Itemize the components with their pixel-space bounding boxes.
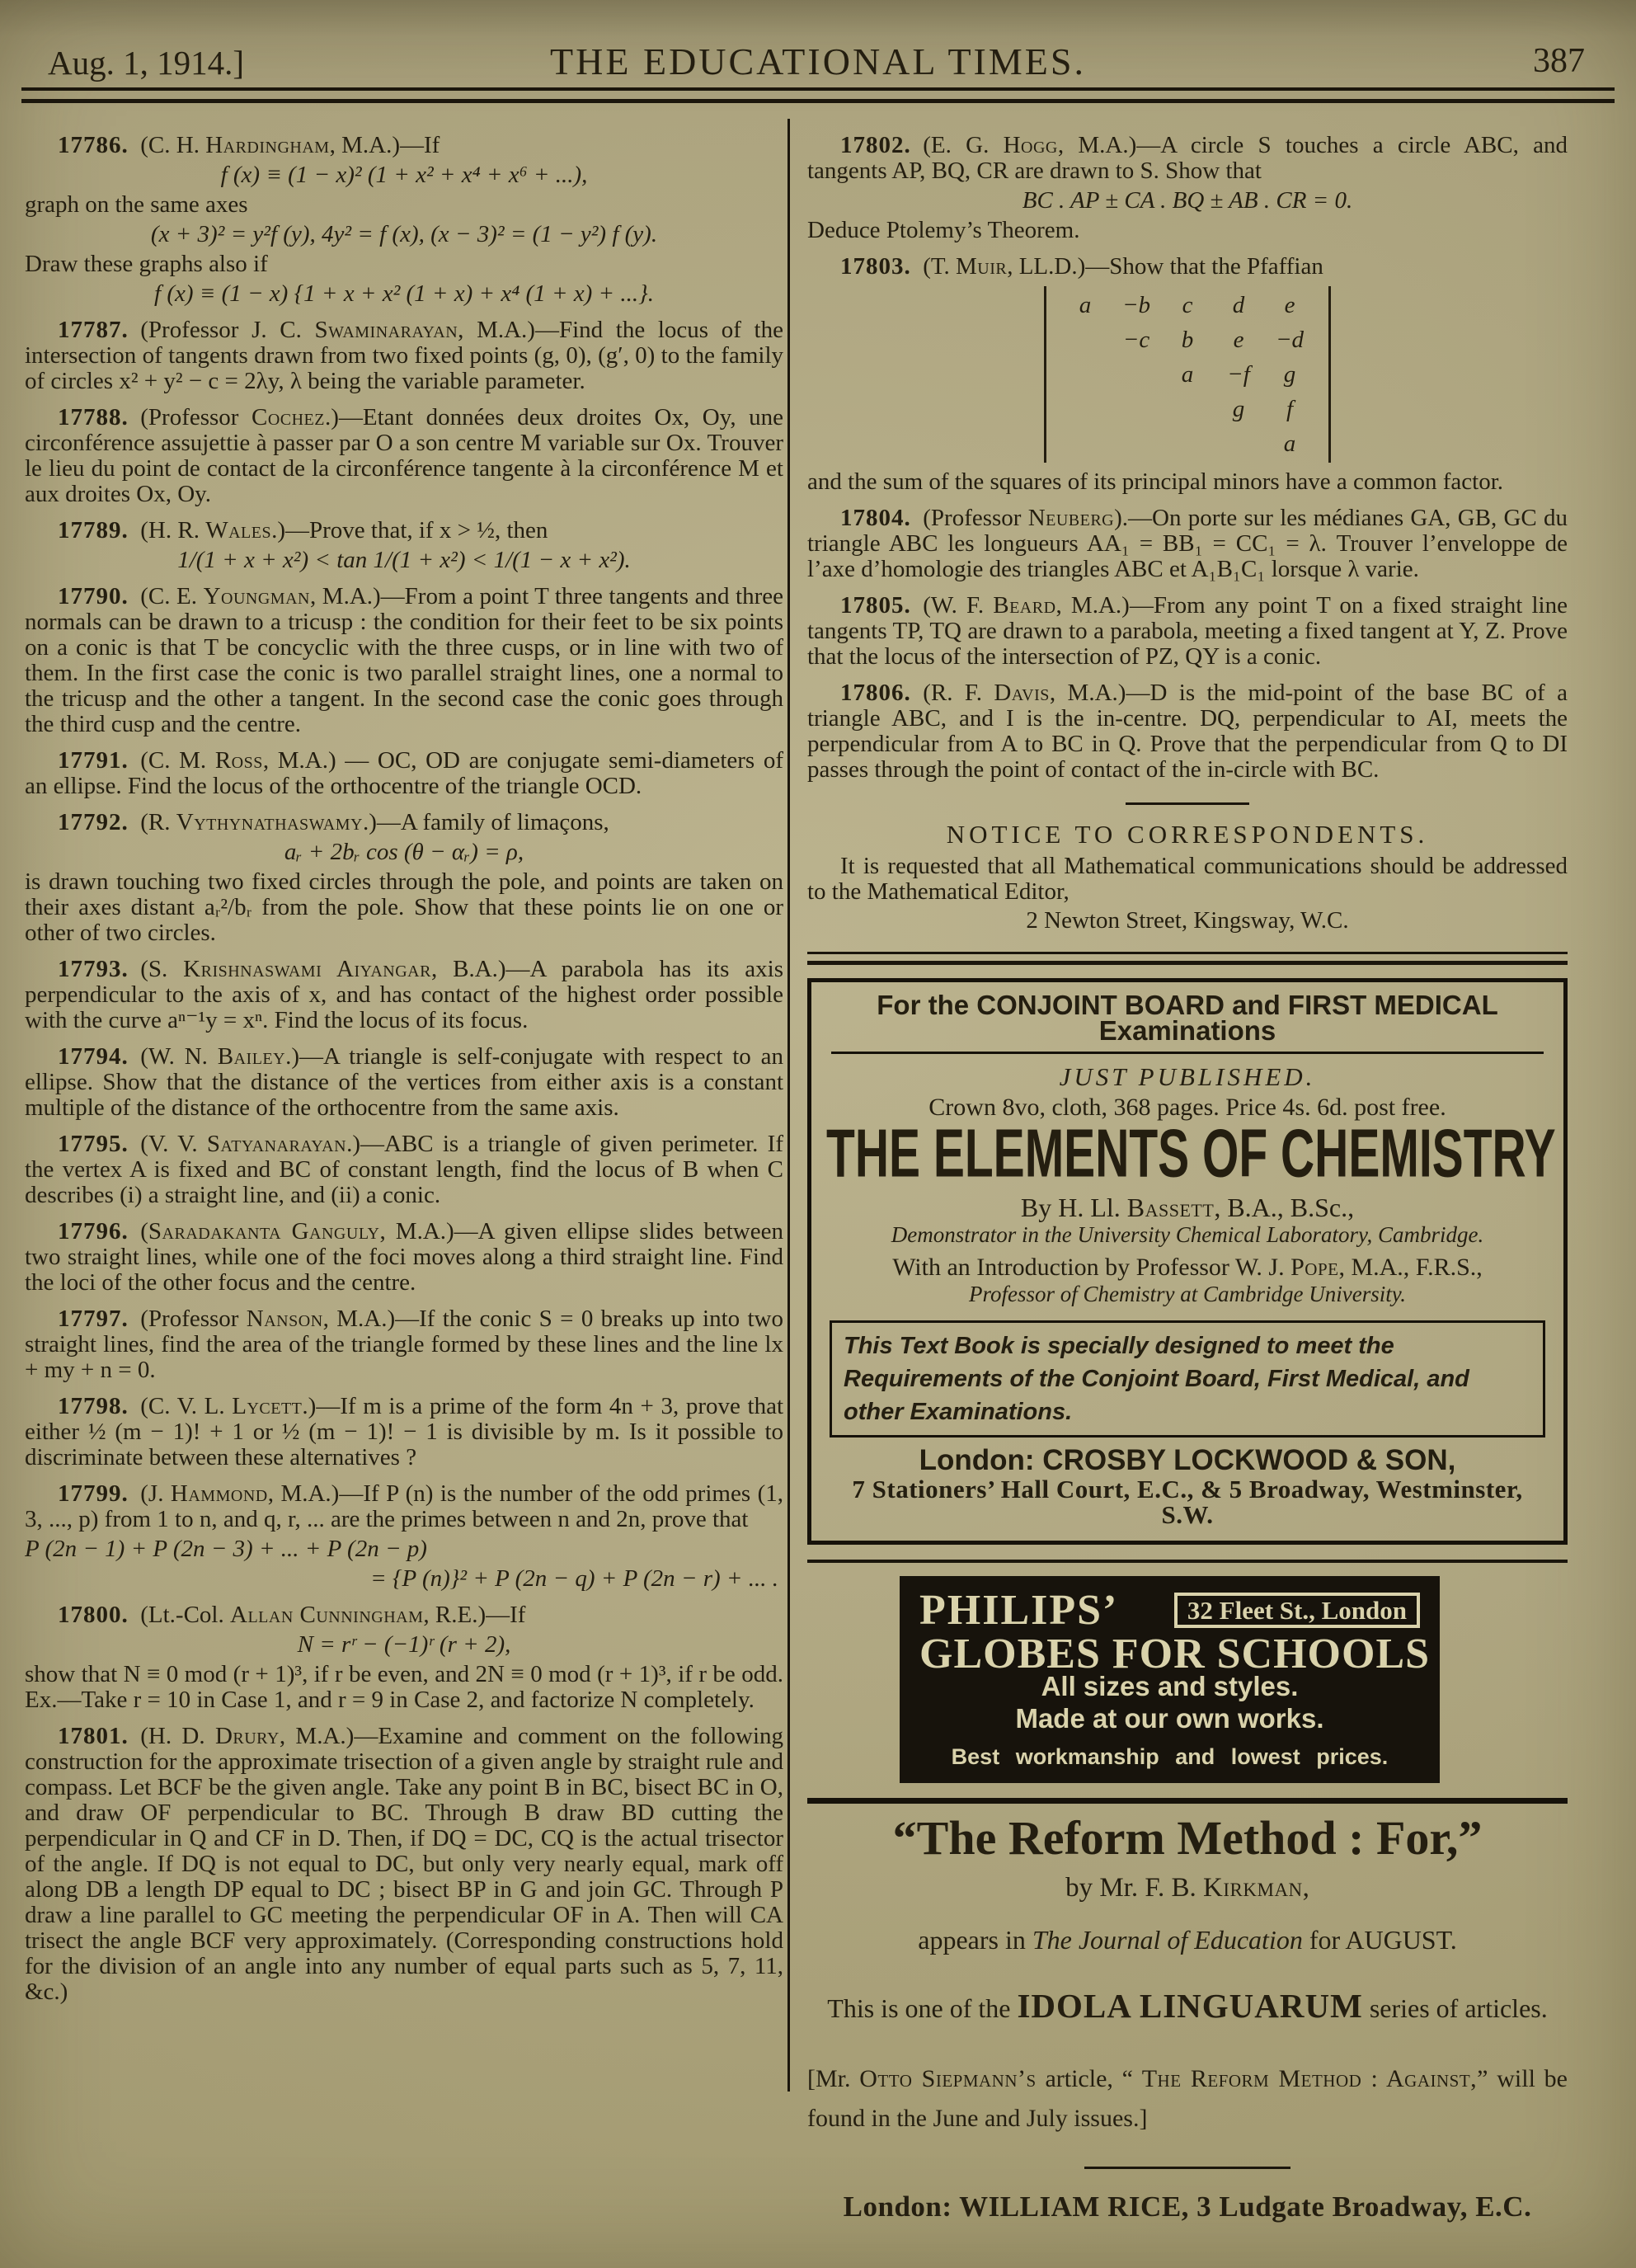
problem-17806 (807, 680, 1568, 783)
problem-head-text: (C. E. (140, 583, 204, 609)
problem-number: 17790. (58, 583, 129, 609)
problem-17793 (25, 957, 783, 1033)
reform-publisher: London: WILLIAM RICE, 3 Ludgate Broadway, E.C. (843, 2190, 1532, 2223)
problem-author-name: Hammond (170, 1480, 268, 1507)
problem-head-text: (Lt.-Col. (140, 1602, 230, 1628)
pfaffian-matrix (807, 286, 1568, 463)
problem-head-text: , M.A.)—A circle S touches a circle ABC, and tangents AP, BQ, CR are drawn to S. Show that (807, 132, 1568, 184)
notice-to-correspondents (807, 821, 1568, 934)
matrix-cell: e (1233, 327, 1244, 353)
reform-divider-rule (1084, 2167, 1290, 2169)
problem-formula: (x + 3)² = y²f (y), 4y² = f (x), (x − 3)² = (1 − y²) f (y). (150, 221, 658, 247)
problem-number: 17800. (58, 1602, 129, 1628)
problem-head-text: (J. (140, 1480, 171, 1507)
ad-chem-author-name: Bassett (1126, 1193, 1215, 1222)
ad-chem-banner: For the CONJOINT BOARD and FIRST MEDICAL Examinations (877, 990, 1498, 1046)
reform-byline-post: , (1302, 1873, 1309, 1903)
problem-head-text: (S. (140, 956, 184, 982)
column-divider-rule (787, 119, 790, 2092)
notice-body: It is requested that all Mathematical communications should be addressed to the Mathematical Editor, (807, 853, 1568, 905)
matrix-cell: −c (1122, 327, 1150, 353)
problem-head (25, 1602, 783, 1628)
ad-philips-brand: PHILIPS’ (919, 1587, 1119, 1634)
problem-head-text: (R. F. (923, 680, 994, 706)
reform-title: “The Reform Method : For,” (892, 1811, 1483, 1865)
problem-text: Draw these graphs also if (25, 251, 268, 277)
problem-head (25, 518, 783, 543)
problem-author-name: Drury (214, 1723, 280, 1749)
problem-number: 17802. (840, 132, 911, 158)
problem-author-name: Hardingham (205, 132, 330, 158)
ad-philips-address-badge: 32 Fleet St., London (1174, 1593, 1420, 1628)
problem-17789 (25, 518, 783, 573)
notice-heading: NOTICE TO CORRESPONDENTS. (946, 820, 1429, 849)
problem-text: and the sum of the squares of its principal minors have a common factor. (807, 468, 1504, 495)
ad-reform-method (807, 1811, 1568, 2223)
problem-head-text: , M.A.)—A given ellipse slides between two straight lines, while one of the foci moves along a third straight line. Find the loci of the other focus and the centre. (25, 1218, 783, 1296)
page-title: THE EDUCATIONAL TIMES. (550, 40, 1086, 82)
problem-head-text: (R. (140, 809, 176, 835)
problem-head (25, 1481, 783, 1532)
ad-chem-publisher-address: 7 Stationers’ Hall Court, E.C., & 5 Broadway, Westminster, S.W. (852, 1475, 1523, 1529)
problem-number: 17798. (58, 1393, 129, 1419)
problem-number: 17801. (58, 1723, 129, 1749)
problem-author-name: Neuberg (1027, 505, 1115, 531)
between-ads-rule (807, 1560, 1568, 1563)
problem-formula: aᵣ + 2bᵣ cos (θ − αᵣ) = ρ, (284, 839, 524, 865)
problem-text: show that N ≡ 0 mod (r + 1)³, if r be even, and 2N ≡ 0 mod (r + 1)³, if r be odd. Ex.—Take r = 10 in Case 1, and r = 9 in Case 2, and factorize N completely. (25, 1661, 783, 1713)
notice-address: 2 Newton Street, Kingsway, W.C. (1026, 907, 1349, 934)
ad-chem-just-published: JUST PUBLISHED. (1059, 1062, 1316, 1091)
problem-author-name: Cochez (251, 404, 325, 431)
header-date: Aug. 1, 1914.] (48, 44, 245, 82)
problem-author-name: Muir (955, 253, 1008, 280)
reform-series-name: IDOLA LINGUARUM (1017, 1987, 1363, 2025)
ad-chem-book-title: THE ELEMENTS OF CHEMISTRY (826, 1115, 1556, 1193)
problem-author-name: Vythynathaswamy (176, 809, 363, 835)
ad-chem-author-line (826, 1195, 1549, 1221)
problem-author-name: Wales (205, 517, 272, 543)
matrix-cell: e (1284, 292, 1295, 318)
problem-formula: 1/(1 + x + x²) < tan 1/(1 + x²) < 1/(1 − x + x²). (177, 547, 631, 573)
problem-number: 17788. (58, 404, 129, 431)
ad-chem-intro-name: Pope (1290, 1254, 1339, 1281)
problem-head (25, 318, 783, 394)
problem-author-name: Krishnaswami Aiyangar (183, 956, 431, 982)
problem-author-name: Lycett (232, 1393, 303, 1419)
problem-head (807, 680, 1568, 783)
reform-byline (807, 1875, 1568, 1901)
reform-journal-name: The Journal of Education (1032, 1925, 1303, 1955)
problem-head-text: , M.A.)—From a point T three tangents and three normals can be drawn to a tricusp : the condition for their feet to be six points on a conic is that T be concyclic with the three cusps, or in line with two of them. In the first case the conic is two parallel straight lines, one a normal to the tricusp and the other a tangent. In the second case the conic goes through the third cusp and the centre. (25, 583, 783, 737)
problem-head (807, 506, 1568, 582)
problem-author-name: Nanson (246, 1306, 323, 1332)
ad-chem-author-post: , B.A., B.Sc., (1214, 1193, 1355, 1222)
header-double-rule (21, 87, 1615, 103)
matrix-cell: a (1283, 431, 1296, 457)
matrix-cell: −d (1275, 327, 1305, 353)
problem-head-text: .)—If m is a prime of the form 4n + 3, prove that either ½ (m − 1)! + 1 or ½ (m − 1)! − 1 is divisible by m. Is it possible to discriminate between these alternatives ? (25, 1393, 783, 1470)
reform-top-rule (807, 1798, 1568, 1804)
problem-17796 (25, 1219, 783, 1296)
problem-head-text: , M.A.) — OC, OD are conjugate semi-diameters of an ellipse. Find the locus of the orthocentre of the triangle OCD. (25, 747, 783, 799)
section-end-rule (1126, 802, 1249, 805)
matrix-cell: −f (1227, 361, 1250, 388)
reform-appears-post: for AUGUST. (1302, 1925, 1457, 1955)
problem-17787 (25, 318, 783, 394)
problem-author-name: Satyanarayan (206, 1131, 347, 1157)
problem-head (25, 405, 783, 507)
page-number: 387 (1533, 42, 1585, 80)
problem-author-name: Saradakanta Ganguly (148, 1218, 380, 1245)
ad-chem-intro-role: Professor of Chemistry at Cambridge University. (969, 1282, 1406, 1306)
ad-chem-author-role: Demonstrator in the University Chemical Laboratory, Cambridge. (891, 1222, 1484, 1247)
problem-head-text: (W. N. (140, 1043, 218, 1070)
problem-head-text: , M.A.)—Find the locus of the intersection of tangents drawn from two fixed points (g, 0), (g′, 0) to the family of circles x² + y² − c = 2λy, λ being the variable parameter. (25, 317, 783, 394)
problem-head-text: .)—ABC is a triangle of given perimeter. If the vertex A is fixed and BC of constant length, find the locus of B when C describes (i) a straight line, and (ii) a conic. (25, 1131, 783, 1208)
ad-chem-intro-post: , M.A., F.R.S., (1338, 1254, 1483, 1281)
matrix-cell: −b (1121, 292, 1151, 318)
ad-chem-publisher: London: CROSBY LOCKWOOD & SON, (919, 1444, 1456, 1476)
problem-head-text: , M.A.)—D is the mid-point of the base BC of a triangle ABC, and I is the in-centre. DQ, perpendicular to AI, meets the perpendicular from A to BC in Q. Prove that the perpendicular from Q to DI passes through the point of contact of the in-circle with BC. (807, 680, 1568, 783)
ad-chem-spec: Crown 8vo, cloth, 368 pages. Price 4s. 6d. post free. (928, 1094, 1446, 1121)
problem-17803 (807, 254, 1568, 495)
problem-number: 17805. (840, 592, 911, 619)
problem-number: 17787. (58, 317, 129, 343)
matrix-row (1060, 357, 1315, 392)
problem-number: 17786. (58, 132, 129, 158)
ad-chem-author-pre: By H. Ll. (1020, 1193, 1127, 1222)
matrix-cell: g (1232, 396, 1245, 422)
problem-number: 17796. (58, 1218, 129, 1245)
reform-series-line (807, 1983, 1568, 2031)
ads-top-double-rule (807, 952, 1568, 965)
problem-head-text: (C. M. (140, 747, 215, 774)
problem-17794 (25, 1044, 783, 1121)
problem-17788 (25, 405, 783, 507)
problem-number: 17792. (58, 809, 129, 835)
problem-head-text: , M.A.)—Examine and comment on the following construction for the approximate trisection of a given angle by straight rule and compass. Let BCF be the given angle. Take any point B in BC, bisect BC in O, and draw OF perpendicular to BC. Through B draw BD cutting the perpendicular in Q and CF in D. Then, if DQ = DC, CQ is the actual trisector of the angle. If DQ is not equal to DC, but only very nearly equal, mark off along DB a length DP equal to DC ; bisect BP in G and join GC. Through P draw a line parallel to GC meeting the perpendicular OF in A. Then will CA trisect the angle BCF very approximately. (Corresponding constructions hold for the division of an angle into any number of equal parts such as 5, 7, 11, &c.) (25, 1723, 783, 2005)
problem-head-text: (Professor (140, 1306, 247, 1332)
pfaffian-matrix-body (1044, 286, 1331, 463)
problem-head-text: (Professor (923, 505, 1028, 531)
left-column (25, 122, 783, 2242)
problem-head (25, 810, 783, 835)
ad-chem-title-wrap (826, 1115, 1556, 1193)
problem-author-name: Davis (994, 680, 1050, 706)
problem-number: 17795. (58, 1131, 129, 1157)
problem-head-text: , M.A.)—If (329, 132, 440, 158)
reform-bracket-2: Otto Siepmann’s (859, 2065, 1037, 2092)
problem-text: graph on the same axes (25, 191, 248, 218)
problem-head-text: (E. G. (923, 132, 1004, 158)
problem-author-name: Bailey (217, 1043, 286, 1070)
problem-head-text: .)—Etant données deux droites Ox, Oy, une circonférence assujettie à passer par O a son centre M variable sur Ox. Trouver le lieu du point de contact de la circonférence tangente à la circonférence M et aux droites Ox, Oy. (25, 404, 783, 507)
reform-appears-line (807, 1927, 1568, 1953)
ad-chem-note-box: This Text Book is specially designed to meet the Requirements of the Conjoint Board, First Medical, and other Examinations. (830, 1320, 1545, 1437)
problem-author-name: Ross (214, 747, 263, 774)
problem-head (25, 133, 783, 158)
problem-formula: f (x) ≡ (1 − x) {1 + x + x² (1 + x) + x⁴ (1 + x) + ...}. (154, 280, 654, 307)
problem-number: 17797. (58, 1306, 129, 1332)
problem-formula: f (x) ≡ (1 − x)² (1 + x² + x⁴ + x⁶ + ...), (220, 162, 588, 188)
problem-head-text: .)—Prove that, if x > ½, then (271, 517, 548, 543)
problem-author-name: Allan Cunningham (230, 1602, 424, 1628)
reform-appears-pre: appears in (918, 1925, 1032, 1955)
problem-text: Deduce Ptolemy’s Theorem. (807, 217, 1080, 243)
problem-head (25, 1306, 783, 1383)
problem-17795 (25, 1132, 783, 1208)
problem-17799 (25, 1481, 783, 1592)
problem-head (25, 1219, 783, 1296)
problem-17786 (25, 133, 783, 307)
problem-author-name: Swaminarayan (314, 317, 458, 343)
problem-head-text: , LL.D.)—Show that the Pfaffian (1007, 253, 1323, 280)
matrix-cell: a (1181, 361, 1194, 388)
right-column-problems (807, 133, 1568, 783)
matrix-row (1060, 392, 1315, 426)
ad-philips-header-row (919, 1587, 1420, 1634)
problem-head (25, 1394, 783, 1470)
right-column (807, 122, 1568, 2250)
problem-author-name: Youngman (203, 583, 310, 609)
reform-byline-pre: by Mr. F. B. (1065, 1873, 1204, 1903)
matrix-cell: g (1283, 361, 1296, 388)
problem-17790 (25, 584, 783, 737)
problem-17798 (25, 1394, 783, 1470)
problem-head-text: (V. V. (140, 1131, 207, 1157)
problem-head (25, 748, 783, 799)
matrix-cell: f (1286, 396, 1294, 422)
problem-head (807, 254, 1568, 280)
reform-bracket-5: ” will be found in the June and July issues.] (807, 2065, 1568, 2132)
matrix-cell: c (1182, 292, 1193, 318)
problem-head (807, 133, 1568, 184)
problem-head-text: ).—On porte sur les médianes GA, GB, GC du triangle ABC les longueurs AA₁ = BB₁ = CC₁ = λ. Trouver l’enveloppe de l’axe d’homologie des triangles ABC et A₁B₁C₁ lorsque λ varie. (807, 505, 1568, 582)
problem-formula: N = rʳ − (−1)ʳ (r + 2), (297, 1631, 511, 1658)
problem-head-text: (Professor (140, 404, 252, 431)
problem-head (25, 584, 783, 737)
problem-head-text: , M.A.)—If the conic S = 0 breaks up into two straight lines, find the area of the triangle formed by these lines and the line lx + my + n = 0. (25, 1306, 783, 1383)
matrix-row (1060, 426, 1315, 461)
matrix-row (1060, 322, 1315, 357)
ad-philips-line1: All sizes and styles. (1041, 1671, 1299, 1701)
problem-author-name: Beard (993, 592, 1056, 619)
ad-chem-banner-rule (831, 1052, 1544, 1054)
problem-head-text: , B.A.)—A parabola has its axis perpendicular to the axis of x, and has contact of the highest order possible with the curve aⁿ⁻¹y = xⁿ. Find the locus of its focus. (25, 956, 783, 1033)
problem-17791 (25, 748, 783, 799)
problem-number: 17793. (58, 956, 129, 982)
matrix-row (1060, 288, 1315, 322)
problem-head-text: (Professor J. C. (140, 317, 315, 343)
reform-byline-name: Kirkman (1203, 1873, 1303, 1903)
reform-series-pre: This is one of the (827, 1993, 1018, 2023)
problem-number: 17789. (58, 517, 129, 543)
ad-philips-line2: Made at our own works. (1015, 1703, 1324, 1734)
problem-head-text: .)—A triangle is self-conjugate with respect to an ellipse. Show that the distance of the vertices from either axis is a constant multiple of the distance of the orthocentre from the same axis. (25, 1043, 783, 1121)
problem-head-text: , R.E.)—If (423, 1602, 526, 1628)
ad-chem-intro-line (826, 1254, 1549, 1280)
problem-formula: = {P (n)}² + P (2n − q) + P (2n − r) + ... . (370, 1565, 778, 1592)
reform-bracket-3: article, “ (1036, 2065, 1142, 2092)
problem-head-text: .)—A family of limaçons, (362, 809, 609, 835)
problem-formula: BC . AP ± CA . BQ ± AB . CR = 0. (1022, 187, 1353, 214)
problem-number: 17803. (840, 253, 911, 280)
matrix-cell: b (1181, 327, 1194, 353)
problem-head (25, 957, 783, 1033)
ad-chem-intro-pre: With an Introduction by Professor W. J. (892, 1254, 1291, 1281)
problem-head (25, 1044, 783, 1121)
problem-head-text: (H. D. (140, 1723, 215, 1749)
problem-17805 (807, 593, 1568, 670)
reform-bracket-4: The Reform Method : Against, (1141, 2065, 1478, 2092)
ad-elements-of-chemistry (807, 978, 1568, 1545)
problem-head-text: (W. F. (923, 592, 994, 619)
problem-head-text: (H. R. (140, 517, 206, 543)
problem-number: 17799. (58, 1480, 129, 1507)
ad-philips-title: GLOBES FOR SCHOOLS (919, 1630, 1431, 1677)
problem-head (25, 1132, 783, 1208)
problem-17802 (807, 133, 1568, 243)
problem-17792 (25, 810, 783, 946)
matrix-cell: d (1232, 292, 1245, 318)
problem-17804 (807, 506, 1568, 582)
reform-bracket-1: [Mr. (807, 2065, 860, 2092)
ad-philips-line3: Best workmanship and lowest prices. (951, 1744, 1389, 1769)
reform-bracket-note (807, 2059, 1568, 2139)
problem-head-text: (C. V. L. (140, 1393, 233, 1419)
problem-head (807, 593, 1568, 670)
problem-number: 17791. (58, 747, 129, 774)
problem-head-text: , M.A.)—If P (n) is the number of the odd primes (1, 3, ..., p) from 1 to n, and q, r, ... are the primes between n and 2n, prove that (25, 1480, 783, 1532)
problem-17797 (25, 1306, 783, 1383)
problem-number: 17806. (840, 680, 911, 706)
problem-head (25, 1724, 783, 2005)
problem-formula: P (2n − 1) + P (2n − 3) + ... + P (2n − p) (25, 1536, 427, 1562)
problem-head-text: (T. (923, 253, 956, 280)
problem-head-text: , M.A.)—From any point T on a fixed straight line tangents TP, TQ are drawn to a parabola, meeting a fixed tangent at Y, Z. Prove that the locus of the intersection of PZ, QY is a conic. (807, 592, 1568, 670)
problem-17800 (25, 1602, 783, 1713)
problem-head-text: ( (140, 1218, 148, 1245)
problem-author-name: Hogg (1003, 132, 1058, 158)
problem-number: 17794. (58, 1043, 129, 1070)
problem-text: is drawn touching two fixed circles through the pole, and points are taken on their axes distant aᵣ²/bᵣ from the pole. Show that these points lie on one or other of two circles. (25, 868, 783, 946)
matrix-cell: a (1079, 292, 1092, 318)
reform-series-post: series of articles. (1362, 1993, 1548, 2023)
problem-17801 (25, 1724, 783, 2005)
ad-philips-globes (900, 1576, 1440, 1783)
problem-number: 17804. (840, 505, 911, 531)
problem-head-text: (C. H. (140, 132, 206, 158)
